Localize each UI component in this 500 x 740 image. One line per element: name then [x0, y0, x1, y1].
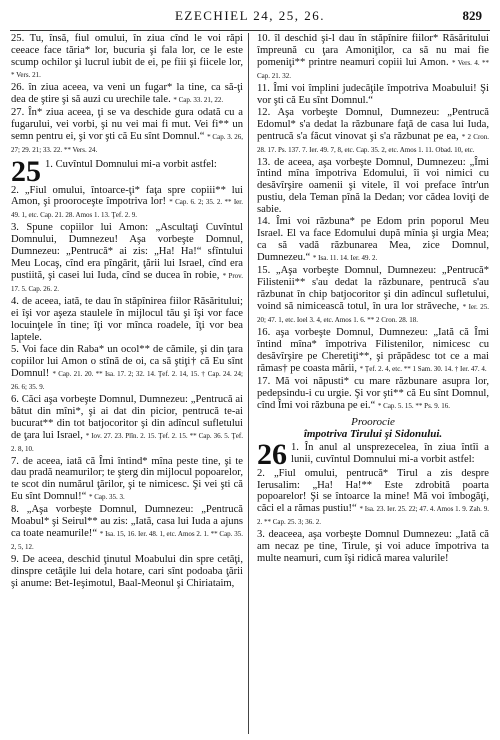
verse: 1. Cuvîntul Domnului mi-a vorbit astfel:: [45, 158, 217, 170]
verse: 12. Aşa vorbeşte Domnul, Dumnezeu: „Pentrucă Edomul* s'a dedat la răzbunare faţă de casa lui Iuda, pentrucă s'a făcut vinovat şi s'a răzbunat pe ea, * 2 Cron. 28. 17. Ps. 137. 7. Ier. 49. 7, 8, etc. Cap. 35. 2, etc. Amos 1. 11. Obad. 10, etc.: [257, 106, 490, 154]
chapter-number: 26: [257, 437, 287, 471]
verse: 25. Tu, însă, fiul omului, în ziua cînd le voi răpi ceeace face tăria* lor, bucuria şi fala lor, ce le este scump ochilor şi lucrul iubit de ei, pe fiii şi fiicele lor, * Vers. 21.: [11, 33, 243, 79]
cross-reference: * Isa. 15, 16. Ier. 48. 1, etc. Amos 2. 1. ** Cap. 35. 2, 5, 12.: [11, 530, 243, 552]
chapter-start-25: [11, 154, 243, 188]
cross-reference: * Cap. 5. 15. ** Ps. 9. 16.: [377, 401, 451, 410]
cross-reference: * Ier. 25. 20; 47. 1, etc. Ioel 3. 4, etc. Amos 1. 6. ** 2 Cron. 28. 18.: [257, 302, 489, 324]
running-header-title: EZECHIEL 24, 25, 26.: [174, 8, 326, 23]
cross-reference: * Cap. 21. 20. ** Isa. 17. 2; 32. 14. Ţef. 2. 14, 15. † Cap. 24. 24; 26. 6; 35. 9.: [11, 369, 243, 391]
chapter-number: 25: [11, 154, 41, 188]
section-title: Proorocie: [351, 415, 395, 428]
verse: 7. de aceea, iată că Îmi întind* mîna peste tine, şi te dau pradă neamurilor; te şterg din mijlocul popoarelor, te scot din numărul ţărilor, şi te nimicesc. Şi vei şti că Eu sînt Domnul!“ * Cap. 35. 3.: [11, 455, 243, 503]
left-column: [11, 33, 243, 590]
column-divider: [248, 33, 249, 734]
verse: 17. Mă voi năpusti* cu mare răzbunare asupra lor, pedepsindu-i cu urgie. Şi vor şti** că Eu sînt Domnul, cînd Îmi voi răzbuna pe ei.“ * Cap. 5. 15. ** Ps. 9. 16.: [257, 375, 489, 411]
right-column: [257, 33, 489, 565]
verse: 3. deaceea, aşa vorbeşte Domnul Dumnezeu: „Iată că am necaz pe tine, Tirule, şi voi aduce împotriva ta multe neamuri, cum îşi ridică marea valurile!: [257, 529, 489, 565]
verse: 16. aşa vorbeşte Domnul, Dumnezeu: „Iată că Îmi întind mîna* împotriva Filistenilor, nimicesc cu desăvîrşire pe Cheretiţi**, şi prăpădesc tot ce a mai rămas† pe coasta mării, * Ţef. 2. 4, etc. ** 1 Sam. 30. 14. † Ier. 47. 4.: [257, 326, 489, 374]
verse: 10. îl deschid şi-l dau în stăpînire fiilor* Răsăritului împreună cu ţara Amoniţilor, ca să nu mai fie pomeniţi** printre neamuri copiii lui Amon. * Vers. 4. ** Cap. 21. 32.: [257, 33, 489, 80]
cross-reference: * Isa. 11. 14. Ier. 49. 2.: [312, 254, 378, 263]
cross-reference: * Iov. 27. 23. Plîn. 2. 15. Ţef. 2. 15. ** Cap. 36. 5. Ţef. 2. 8, 10.: [11, 431, 243, 453]
cross-reference: * Cap. 33. 21, 22.: [173, 95, 224, 104]
cross-reference: * Isa. 23. Ier. 25. 22; 47. 4. Amos 1. 9. Zah. 9. 2. ** Cap. 25. 3; 36. 2.: [257, 505, 489, 527]
verse: 13. de aceea, aşa vorbeşte Domnul, Dumnezeu: „Îmi întind mîna împotriva Edomului, îi voi nimici cu desăvîrşire oamenii şi vitele, îl voi preface într'un pustiu, dela Teman pînă la Dedan; vor cădea loviţi de sabie.: [257, 156, 489, 216]
cross-reference: * Ţef. 2. 4, etc. ** 1 Sam. 30. 14. † Ier. 47. 4.: [359, 364, 487, 373]
verse: 1. În anul al unsprezecelea, în ziua întîi a lunii, cuvîntul Domnului mi-a vorbit astfel:: [291, 441, 489, 465]
verse: 2. „Fiul omului, întoarce-ţi* faţa spre copiii** lui Amon, şi prooroceşte împotriva lor! * Cap. 6. 2; 35. 2. ** Ier. 49. 1, etc. Cap. 21. 28. Amos 1. 13. Ţef. 2. 9.: [11, 184, 243, 220]
chapter-start-26: [257, 437, 489, 471]
verse: 3. Spune copiilor lui Amon: „Ascultaţi Cuvîntul Domnului, Dumnezeu! Aşa vorbeşte Domnul, Dumnezeu: „Pentrucă* ai zis: „Ha! Ha!“ sfîntului Meu Locaş, cînd era pîngărit, ţării lui Israel, cînd era pustiită, şi casei lui Iuda, cînd se ducea în robie, * Prov. 17. 5. Cap. 26. 2.: [11, 222, 243, 294]
verse: 11. Îmi voi împlini judecăţile împotriva Moabului! Şi vor şti că Eu sînt Domnul.“: [257, 82, 489, 106]
verse: 4. de aceea, iată, te dau în stăpînirea fiilor Răsăritului; ei îşi vor aşeza staulele în mijlocul tău şi îşi vor face locuinţele în tine; îţi vor mînca roadele, îţi vor bea laptele.: [11, 296, 243, 343]
cross-reference: * Cap. 35. 3.: [88, 493, 125, 502]
cross-reference: * Prov. 17. 5. Cap. 26. 2.: [11, 272, 243, 294]
cross-reference: * 2 Cron. 28. 17. Ps. 137. 7. Ier. 49. 7, 8, etc. Cap. 35. 2, etc. Amos 1. 11. Obad. 10, etc.: [257, 132, 490, 154]
verse: 15. „Aşa vorbeşte Domnul, Dumnezeu: „Pentrucă* Filistenii** s'au dedat la răzbunare, pentrucă s'au răzbunat în chip batjocoritor şi din adîncul sufletului, voind să nimicească totul, în ura lor străveche, * Ier. 25. 20; 47. 1, etc. Ioel 3. 4, etc. Amos 1. 6. ** 2 Cron. 28. 18.: [257, 265, 489, 324]
cross-reference: * Vers. 4. ** Cap. 21. 32.: [257, 58, 489, 80]
page-header: [0, 4, 500, 26]
verse: 14. Îmi voi răzbuna* pe Edom prin poporul Meu Israel. El va face Edomului după mînia şi urgia Mea; ca să vadă răzbunarea Mea, zice Domnul, Dumnezeu.“ * Isa. 11. 14. Ier. 49. 2.: [257, 216, 489, 264]
section-subtitle: împotriva Tirului şi Sidonului.: [303, 427, 443, 440]
verse: 6. Căci aşa vorbeşte Domnul, Dumnezeu: „Pentrucă ai bătut din mîni*, şi ai dat din picior, pentrucă te-ai bucurat** din tot batjocoritor şi din adîncul sufletului de ţara lui Israel, * Iov. 27. 23. Plîn. 2. 15. Ţef. 2. 15. ** Cap. 36. 5. Ţef. 2. 8, 10.: [11, 393, 243, 453]
verse: 27. În* ziua aceea, ţi se va deschide gura odată cu a fugarului, vei vorbi, şi nu vei mai fi mut. Vei fi** un semn pentru ei, şi vor şti că Eu sînt Domnul.“ * Cap. 3. 26, 27; 29. 21; 33. 22. ** Vers. 24.: [11, 106, 243, 154]
verse: 2. „Fiul omului, pentrucă* Tirul a zis despre Ierusalim: „Ha! Ha!** Este zdrobită poarta popoarelor! Şi se întoarce la mine! Mă voi îmbogăţi, căci el a rămas pustiu!“ * Isa. 23. Ier. 25. 22; 47. 4. Amos 1. 9. Zah. 9. 2. ** Cap. 25. 3; 36. 2.: [257, 467, 489, 527]
cross-reference: * Vers. 21.: [11, 70, 41, 79]
verse: 8. „Aşa vorbeşte Domnul, Dumnezeu: „Pentrucă Moabul* şi Seirul** au zis: „Iată, casa lui Iuda a ajuns ca toate neamurile!“ * Isa. 15, 16. Ier. 48. 1, etc. Amos 2. 1. ** Cap. 35. 2, 5, 12.: [11, 504, 243, 552]
cross-reference: * Cap. 6. 2; 35. 2. ** Ier. 49. 1, etc. Cap. 21. 28. Amos 1. 13. Ţef. 2. 9.: [11, 198, 243, 220]
verse: 9. De aceea, deschid ţinutul Moabului din spre cetăţi, dinspre cetăţile lui dela hotare, cari sînt podoaba ţării şi anume: Bet-Ieşimotul, Baal-Meonul şi Chiriataim,: [11, 554, 243, 590]
page-number: 829: [462, 8, 482, 23]
verse: 5. Voi face din Raba* un ocol** de cămile, şi din ţara copiilor lui Amon o stînă de oi, ca să ştiţi† că Eu sînt Domnul! * Cap. 21. 20. ** Isa. 17. 2; 32. 14. Ţef. 2. 14, 15. † Cap. 24. 24; 26. 6; 35. 9.: [11, 343, 243, 391]
verse: 26. în ziua aceea, va veni un fugar* la tine, ca să-ţi dea de ştire şi să auzi cu urechile tale. * Cap. 33. 21, 22.: [11, 81, 243, 105]
header-rule: [10, 30, 490, 31]
cross-reference: * Cap. 3. 26, 27; 29. 21; 33. 22. ** Vers. 24.: [11, 132, 243, 154]
